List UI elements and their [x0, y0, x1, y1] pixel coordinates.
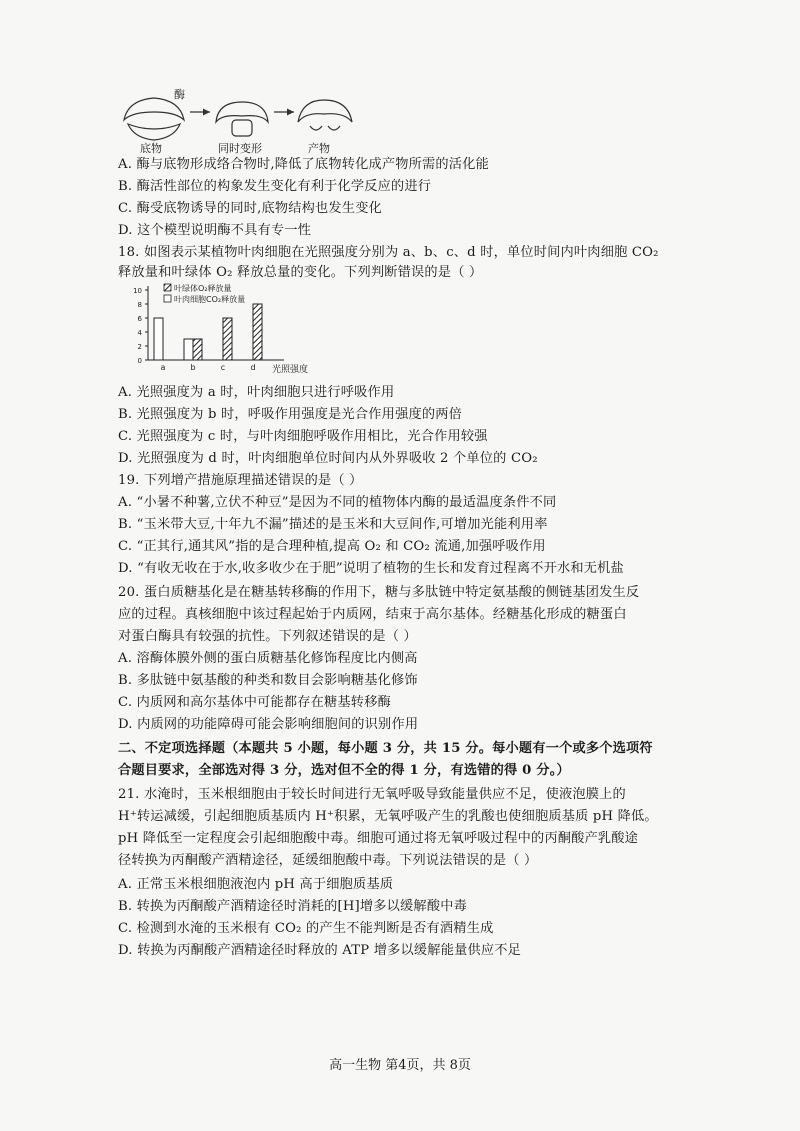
x-tick-label: a [160, 363, 166, 372]
substrate-label: 底物 [140, 142, 162, 155]
q20-stem-line-3: 对蛋白酶具有较强的抗性。下列叙述错误的是（ ） [118, 629, 417, 644]
bar-o2-release [193, 339, 202, 360]
deform-label: 同时变形 [218, 142, 262, 155]
q17-option-b: B. 酶活性部位的构象发生变化有利于化学反应的进行 [118, 179, 432, 194]
y-tick-label: 4 [137, 329, 142, 337]
q17-option-a: A. 酶与底物形成络合物时,降低了底物转化成产物所需的活化能 [118, 157, 489, 172]
q17-option-d: D. 这个模型说明酶不具有专一性 [118, 223, 312, 238]
product-label: 产物 [308, 142, 330, 155]
q21-option-b: B. 转换为丙酮酸产酒精途径时消耗的[H]增多以缓解酸中毒 [118, 899, 467, 914]
q18-option-c: C. 光照强度为 c 时，与叶肉细胞呼吸作用相比，光合作用较强 [118, 429, 488, 444]
bar-co2-release [154, 318, 163, 360]
legend-label-co2: 叶肉细胞CO₂释放量 [174, 295, 246, 304]
q21-stem-line-4: 径转换为丙酮酸产酒精途径，延缓细胞酸中毒。下列说法错误的是（ ） [118, 853, 538, 868]
y-tick-label: 6 [137, 315, 142, 323]
q20-stem-line-1: 20. 蛋白质糖基化是在糖基转移酶的作用下，糖与多肽链中特定氨基酸的侧链基团发生反 [118, 585, 640, 600]
legend-label-o2: 叶绿体O₂释放量 [174, 284, 232, 293]
q17-option-c: C. 酶受底物诱导的同时,底物结构也发生变化 [118, 201, 382, 216]
legend-swatch-o2 [164, 284, 171, 291]
q21-stem-line-2: H⁺转运减缓，引起细胞质基质内 H⁺积累，无氧呼吸产生的乳酸也使细胞质基质 pH 降低。 [118, 809, 658, 824]
q18-bar-chart [118, 280, 318, 380]
page-footer: 高一生物 第4页，共 8页 [329, 1058, 471, 1073]
bar-co2-release [184, 339, 193, 360]
q21-stem-line-1: 21. 水淹时，玉米根细胞由于较长时间进行无氧呼吸导致能量供应不足，使液泡膜上的 [118, 787, 626, 802]
q21-option-a: A. 正常玉米根细胞液泡内 pH 高于细胞质基质 [118, 877, 394, 892]
q20-stem-line-2: 应的过程。真核细胞中该过程起始于内质网，结束于高尔基体。经糖基化形成的糖蛋白 [118, 607, 627, 622]
legend-swatch-co2 [164, 295, 171, 302]
section2-line-1: 二、不定项选择题（本题共 5 小题，每小题 3 分，共 15 分。每小题有一个或多个选项符 [118, 741, 653, 756]
q18-stem-line-2: 释放量和叶绿体 O₂ 释放总量的变化。下列判断错误的是（ ） [118, 265, 483, 280]
q20-option-a: A. 溶酶体膜外侧的蛋白质糖基化修饰程度比内侧高 [118, 651, 418, 666]
chart-svg [118, 280, 318, 376]
q20-option-b: B. 多肽链中氨基酸的种类和数目会影响糖基化修饰 [118, 673, 418, 688]
q19-option-c: C. “正其行,通其风”指的是合理种植,提高 O₂ 和 CO₂ 流通,加强呼吸作用 [118, 539, 546, 554]
q19-stem: 19. 下列增产措施原理描述错误的是（ ） [118, 473, 363, 488]
x-tick-label: b [190, 363, 196, 372]
q18-option-b: B. 光照强度为 b 时，呼吸作用强度是光合作用强度的两倍 [118, 407, 463, 422]
q19-option-d: D. “有收无收在于水,收多收少在于肥”说明了植物的生长和发育过程离不开水和无机盐 [118, 561, 624, 576]
q21-option-d: D. 转换为丙酮酸产酒精途径时释放的 ATP 增多以缓解能量供应不足 [118, 943, 522, 958]
enzyme-label: 酶 [174, 88, 185, 101]
y-tick-label: 0 [137, 357, 142, 365]
x-tick-label: c [220, 363, 226, 372]
bar-o2-release [253, 304, 262, 360]
y-tick-label: 8 [137, 301, 142, 309]
q18-option-a: A. 光照强度为 a 时，叶肉细胞只进行呼吸作用 [118, 385, 395, 400]
q18-stem-line-1: 18. 如图表示某植物叶肉细胞在光照强度分别为 a、b、c、d 时，单位时间内叶肉细胞 CO₂ [118, 245, 659, 260]
enzyme-induced-fit-figure [118, 82, 378, 155]
q19-option-b: B. “玉米带大豆,十年九不漏”描述的是玉米和大豆间作,可增加光能利用率 [118, 517, 548, 532]
section2-line-2: 合题目要求，全部选对得 3 分，选对但不全的得 1 分，有选错的得 0 分。） [118, 763, 570, 778]
y-tick-label: 2 [137, 343, 142, 351]
y-tick-label: 10 [133, 287, 142, 295]
q21-option-c: C. 检测到水淹的玉米根有 CO₂ 的产生不能判断是否有酒精生成 [118, 921, 494, 936]
q20-option-c: C. 内质网和高尔基体中可能都存在糖基转移酶 [118, 695, 391, 710]
q21-stem-line-3: pH 降低至一定程度会引起细胞酸中毒。细胞可通过将无氧呼吸过程中的丙酮酸产乳酸途 [118, 831, 639, 846]
x-axis-label: 光照强度 [272, 365, 309, 375]
x-tick-label: d [250, 363, 256, 372]
bar-o2-release [223, 318, 232, 360]
q19-option-a: A. “小暑不种薯,立伏不种豆”是因为不同的植物体内酶的最适温度条件不同 [118, 495, 557, 510]
q18-option-d: D. 光照强度为 d 时，叶肉细胞单位时间内从外界吸收 2 个单位的 CO₂ [118, 451, 538, 466]
q20-option-d: D. 内质网的功能障碍可能会影响细胞间的识别作用 [118, 717, 419, 732]
